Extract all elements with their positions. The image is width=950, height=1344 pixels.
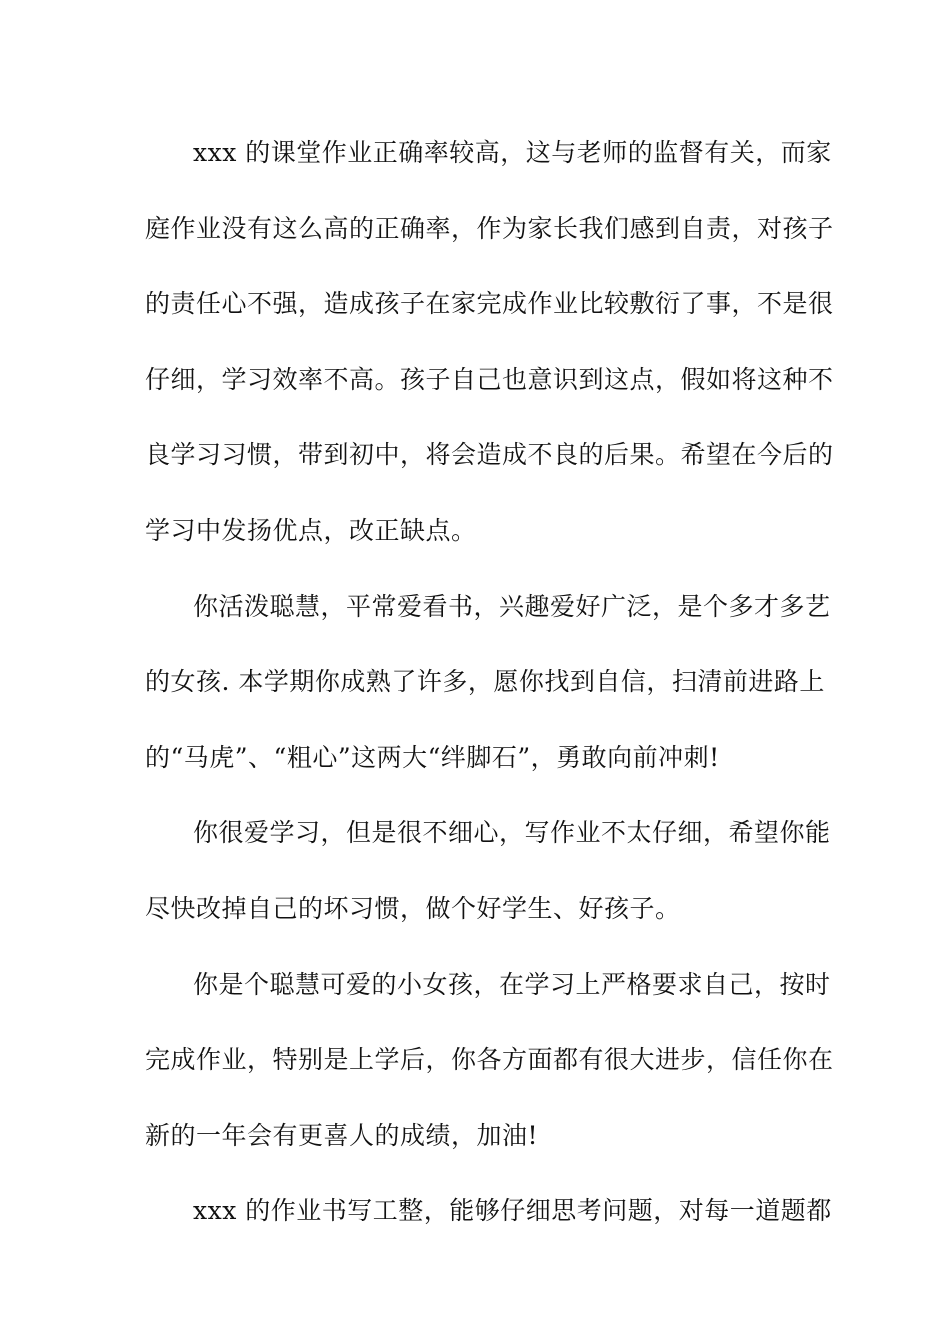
paragraph-2 (145, 582, 831, 809)
paragraph-3 (145, 808, 831, 959)
text-line: 的责任心不强，造成孩子在家完成作业比较敷衍了事，不是很 (145, 289, 834, 319)
text-line: 你很爱学习，但是很不细心，写作业不太仔细，希望你能 (193, 818, 831, 848)
text-line: 良学习习惯，带到初中，将会造成不良的后果。希望在今后的 (145, 440, 834, 470)
text-line: 学习中发扬优点，改正缺点。 (145, 515, 477, 545)
text-line: 庭作业没有这么高的正确率，作为家长我们感到自责，对孩子 (145, 213, 834, 243)
text-line: 仔细，学习效率不高。孩子自己也意识到这点，假如将这种不 (145, 364, 834, 394)
text-line: 完成作业，特别是上学后，你各方面都有很大进步，信任你在 (145, 1045, 834, 1075)
text-line: xxx 的作业书写工整，能够仔细思考问题，对每一道题都 (193, 1196, 832, 1226)
paragraph-5 (145, 1186, 832, 1262)
body-text (145, 128, 834, 1262)
text-line: xxx 的课堂作业正确率较高，这与老师的监督有关，而家 (193, 138, 832, 167)
paragraph-4 (145, 960, 834, 1187)
text-line: 你活泼聪慧，平常爱看书，兴趣爱好广泛，是个多才多艺 (193, 591, 831, 621)
text-line: 尽快改掉自己的坏习惯，做个好学生、好孩子。 (145, 893, 681, 923)
text-line: 新的一年会有更喜人的成绩，加油! (145, 1120, 539, 1150)
text-line: 的“马虎”、“粗心”这两大“绊脚石”，勇敢向前冲刺! (145, 742, 720, 772)
paragraph-1 (145, 128, 834, 582)
text-line: 你是个聪慧可爱的小女孩，在学习上严格要求自己，按时 (193, 969, 831, 999)
text-line: 的女孩. 本学期你成熟了许多，愿你找到自信，扫清前进路上 (145, 667, 825, 697)
